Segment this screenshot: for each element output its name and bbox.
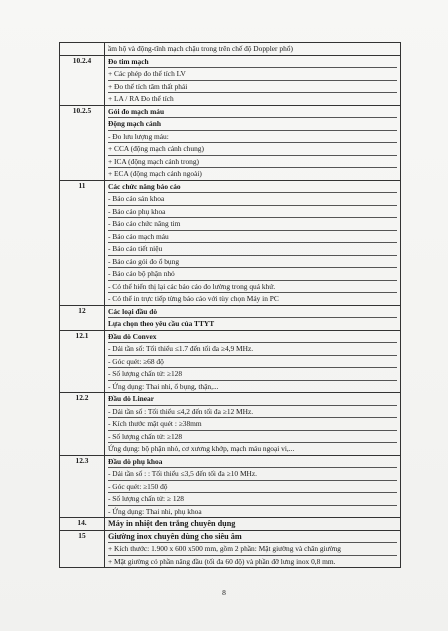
section-number: 12.2 (60, 393, 105, 456)
spec-line: - Số lượng chấn tử: ≥128 (108, 368, 397, 381)
spec-line: - Ứng dụng: Thai nhi, ổ bụng, thận,... (108, 381, 219, 391)
section-number: 10.2.5 (60, 105, 105, 180)
section-content (105, 180, 401, 305)
table-row (60, 518, 401, 531)
section-heading: Gói đo mạch máu (108, 106, 397, 119)
spec-line: - Kích thước mặt quét : ≥38mm (108, 418, 397, 431)
section-content (105, 530, 401, 568)
spec-line: + LA / RA Đo thể tích (108, 94, 174, 103)
spec-line: - Có thể in trực tiếp từng báo cáo với tùy chọn Máy in PC (108, 294, 279, 303)
table-row (60, 55, 401, 105)
section-number: 14. (60, 518, 105, 531)
spec-line: - Góc quét: ≥150 độ (108, 481, 397, 494)
table-row (60, 180, 401, 305)
spec-line: - Báo cáo gói đo ổ bụng (108, 256, 397, 269)
table-row (60, 455, 401, 518)
section-heading: Đầu dò Convex (108, 331, 397, 344)
section-content (105, 55, 401, 105)
section-content (105, 43, 401, 56)
table-row (60, 330, 401, 393)
section-number: 12.3 (60, 455, 105, 518)
section-heading: Lựa chọn theo yêu cầu của TTYT (108, 319, 215, 328)
section-heading: Động mạch cảnh (108, 118, 397, 131)
section-heading: Giường inox chuyên dùng cho siêu âm (108, 531, 397, 544)
spec-line: - Số lượng chấn tử: ≥ 128 (108, 493, 397, 506)
spec-line: - Báo cáo phụ khoa (108, 206, 397, 219)
spec-line: - Báo cáo bộ phận nhỏ (108, 268, 397, 281)
spec-line: - Đo lưu lượng máu: (108, 131, 397, 144)
spec-line: + Đo thể tích tâm thất phải (108, 81, 397, 94)
spec-line: - Dải tần số : Tối thiểu ≤4,2 đến tối đa ≥12 MHz. (108, 406, 397, 419)
table-row (60, 393, 401, 456)
spec-line: + CCA (động mạch cảnh chung) (108, 143, 397, 156)
section-content (105, 518, 401, 531)
spec-line: Ứng dụng: bộ phận nhỏ, cơ xương khớp, mạch máu ngoại vi,... (108, 444, 295, 453)
spec-line: + Mặt giường có phần nâng đầu (tối đa 60 độ) và phần đỡ lưng inox 0,8 mm. (108, 556, 336, 566)
spec-table-body (60, 43, 401, 568)
section-heading: Đầu dò phụ khoa (108, 456, 397, 469)
spec-line: ầm hộ và động-tĩnh mạch chậu trong trên chế độ Doppler phổ) (108, 44, 293, 53)
section-heading: Các loại đầu dò (108, 306, 397, 319)
section-heading: Đầu dò Linear (108, 393, 397, 406)
section-number: 12.1 (60, 330, 105, 393)
spec-line: - Góc quét: ≥68 độ (108, 356, 397, 369)
spec-line: - Báo cáo sản khoa (108, 193, 397, 206)
section-heading: Máy in nhiệt đen trắng chuyên dụng (108, 519, 236, 528)
spec-line: + ICA (động mạch cảnh trong) (108, 156, 397, 169)
table-row (60, 530, 401, 568)
spec-line: - Dải tần số: Tối thiểu ≤1.7 đến tối đa ≥4,9 MHz. (108, 343, 397, 356)
section-number: 10.2.4 (60, 55, 105, 105)
section-number: 11 (60, 180, 105, 305)
spec-line: + Kích thước: 1.900 x 600 x500 mm, gồm 2 phần: Mặt giường và chân giường (108, 543, 397, 556)
spec-line: + Các phép đo thể tích LV (108, 68, 397, 81)
section-content (105, 330, 401, 393)
section-content (105, 455, 401, 518)
section-content (105, 305, 401, 330)
table-row (60, 43, 401, 56)
spec-line: - Báo cáo tiết niệu (108, 243, 397, 256)
spec-line: - Dải tần số : : Tối thiểu ≤3,5 đến tối đa ≥10 MHz. (108, 468, 397, 481)
section-heading: Các chức năng báo cáo (108, 181, 397, 194)
spec-line: + ECA (động mạch cảnh ngoài) (108, 169, 202, 178)
spec-table (59, 42, 401, 568)
section-number: 12 (60, 305, 105, 330)
section-heading: Đo tim mạch (108, 56, 397, 69)
section-content (105, 105, 401, 180)
spec-line: - Có thể hiển thị lại các báo cáo đo lường trong quá khứ. (108, 281, 397, 294)
spec-line: - Ứng dụng: Thai nhi, phụ khoa (108, 506, 202, 516)
section-content (105, 393, 401, 456)
table-row (60, 105, 401, 180)
spec-line: - Số lượng chấn tử: ≥128 (108, 431, 397, 444)
spec-line: - Báo cáo mạch máu (108, 231, 397, 244)
section-number: 15 (60, 530, 105, 568)
spec-line: - Báo cáo chức năng tim (108, 218, 397, 231)
table-row (60, 305, 401, 330)
page-number: 8 (222, 588, 226, 597)
section-number (60, 43, 105, 56)
